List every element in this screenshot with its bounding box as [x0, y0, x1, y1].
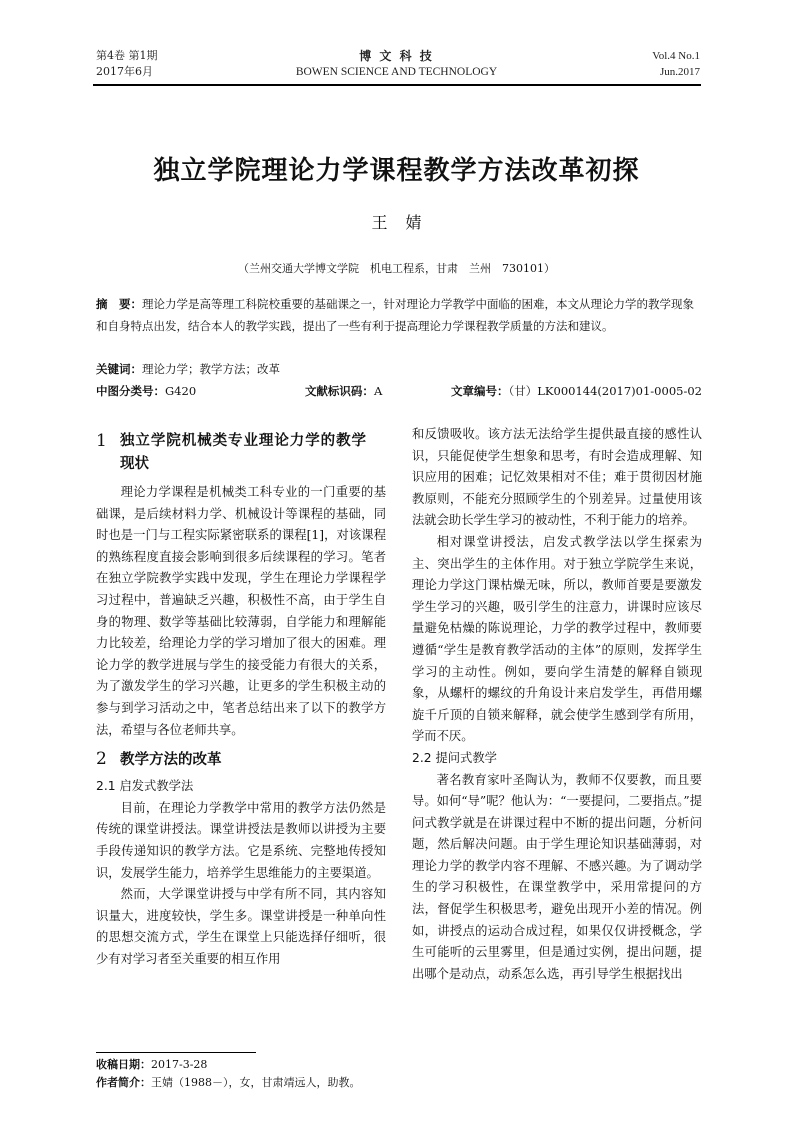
clc [96, 381, 196, 403]
right-paragraph-2: 相对课堂讲授法，启发式教学法以学生探索为主、突出学生的主体作用。对于独立学院学生来说，理论力学这门课枯燥无味，所以，教师首要是要激发学生学习的兴趣，吸引学生的注意力，讲课时应该尽量避免枯燥的陈说理论，力学的教学过程中，教师要遵循“学生是教育教学活动的主体”的原则，发挥学生学习的主动性。例如，要向学生清楚的解释自锁现象，从螺杆的螺纹的升角设计来启发学生，再借用螺旋千斤顶的自锁来解释，就会使学生感到学有所用，学而不厌。 [412, 534, 702, 744]
received-label: 收稿日期： [96, 1058, 151, 1071]
volume-issue-en: Vol.4 No.1 [652, 50, 700, 62]
right-paragraph-1: 和反馈吸收。该方法无法给学生提供最直接的感性认识，只能促使学生想象和思考，有时会造成理解、知识应用的困难；记忆效果相对不佳；难于贯彻因材施教原则，不能充分照顾学生的个别差异。过量使用该法就会助长学生学习的被动性，不利于能力的培养。 [412, 427, 702, 528]
author-bio-label: 作者简介： [96, 1076, 151, 1089]
article-title: 独立学院理论力学课程教学方法改革初探 [153, 156, 640, 186]
author-bio-value: 王婧（1988－），女，甘肃靖远人，助教。 [151, 1076, 361, 1089]
journal-issue-en [652, 48, 700, 80]
volume-issue-cn: 第4卷 第1期 [96, 49, 158, 62]
journal-name-cn: 博 文 科 技 [359, 49, 434, 63]
section-1-paragraph: 理论力学课程是机械类工科专业的一门重要的基础课，是后续材料力学、机械设计等课程的基础，同时也是一门与工程实际紧密联系的课程[1]，对该课程的熟练程度直接会影响到很多后续课程的学习。笔者在独立学院教学实践中发现，学生在理论力学课程学习过程中，普遍缺乏兴趣，积极性不高，由于学生自身的物理、数学等基础比较薄弱，自学能力和理解能力比较差，给理论力学的学习增加了很大的困难。理论力学的教学进展与学生的接受能力有很大的关系，为了激发学生的学习兴趣，让更多的学生积极主动的参与到学习活动之中，笔者总结出来了以下的教学方法，希望与各位老师共享。 [96, 485, 386, 737]
section-1-number: 1 [96, 431, 107, 451]
right-column [412, 424, 702, 985]
keywords [96, 359, 702, 381]
doc-code-label: 文献标识码： [304, 384, 374, 398]
section-2-1-paragraph-1: 目前，在理论力学教学中常用的教学方法仍然是传统的课堂讲授法。课堂讲授法是教师以讲授为主要手段传递知识的教学方法。它是系统、完整地传授知识，发展学生能力，培养学生思维能力的主要渠道。 [96, 800, 386, 880]
footnote [96, 1056, 426, 1092]
right-paragraph-3: 著名教育家叶圣陶认为，教师不仅要教，而且要导。如何“导”呢？他认为：“一要提问，二要指点。”提问式教学就是在讲课过程中不断的提出问题，分析问题，然后解决问题。由于学生理论知识基础薄弱，对理论力学的教学内容不理解、不感兴趣。为了调动学生的学习积极性，在课堂教学中，采用常提问的方法，督促学生积极思考，避免出现开小差的情况。例如，讲授点的运动合成过程，如果仅仅讲授概念，学生可能听的云里雾里，但是通过实例，提出问题，提出哪个是动点，动系怎么选，再引导学生根据找出 [412, 772, 702, 981]
section-1-heading [96, 430, 386, 476]
keywords-text: 理论力学；教学方法；改革 [142, 362, 280, 376]
section-2-title: 教学方法的改革 [120, 752, 222, 769]
doc-code [305, 381, 382, 403]
keywords-label: 关键词： [96, 362, 142, 376]
doc-code-value: A [373, 384, 383, 398]
received-date [96, 1056, 426, 1074]
abstract-text: 理论力学是高等理工科院校重要的基础课之一，针对理论力学教学中面临的困难，本文从理论力学的教学现象和自身特点出发，结合本人的教学实践，提出了一些有利于提高理论力学课程教学质量的方法和建议。 [96, 297, 694, 333]
section-2-1-paragraph-2: 然而，大学课堂讲授与中学有所不同，其内容知识量大，进度较快，学生多。课堂讲授是一种单向性的思想交流方式，学生在课堂上只能选择仔细听，很少有对学习者至关重要的相互作用 [96, 887, 386, 966]
author-bio [96, 1074, 426, 1092]
classification-line [96, 381, 702, 403]
article-no-value: （甘）LK000144(2017)01-0005-02 [508, 384, 702, 398]
article-no [451, 381, 702, 403]
footnote-rule [96, 1052, 256, 1053]
clc-value: G420 [165, 384, 197, 398]
section-2-1-heading: 2.1 启发式教学法 [96, 779, 194, 794]
section-1-title: 独立学院机械类专业理论力学的教学现状 [120, 433, 366, 472]
date-en: Jun.2017 [659, 66, 700, 78]
section-2-number: 2 [96, 749, 107, 770]
clc-label: 中图分类号： [96, 384, 165, 398]
left-column [96, 430, 386, 970]
section-2-2-heading: 2.2 提问式教学 [412, 750, 497, 765]
received-value: 2017-3-28 [151, 1058, 208, 1071]
author-affiliation: （兰州交通大学博文学院 机电工程系，甘肃 兰州 730101） [238, 262, 555, 275]
abstract [96, 294, 702, 337]
author-name: 王婧 [371, 213, 440, 232]
article-no-label: 文章编号： [451, 384, 509, 398]
header-rule [93, 84, 701, 86]
date-cn: 2017年6月 [96, 65, 153, 78]
abstract-label: 摘 要： [96, 297, 142, 311]
journal-name-en: BOWEN SCIENCE AND TECHNOLOGY [295, 66, 498, 78]
section-2-heading [96, 748, 386, 772]
